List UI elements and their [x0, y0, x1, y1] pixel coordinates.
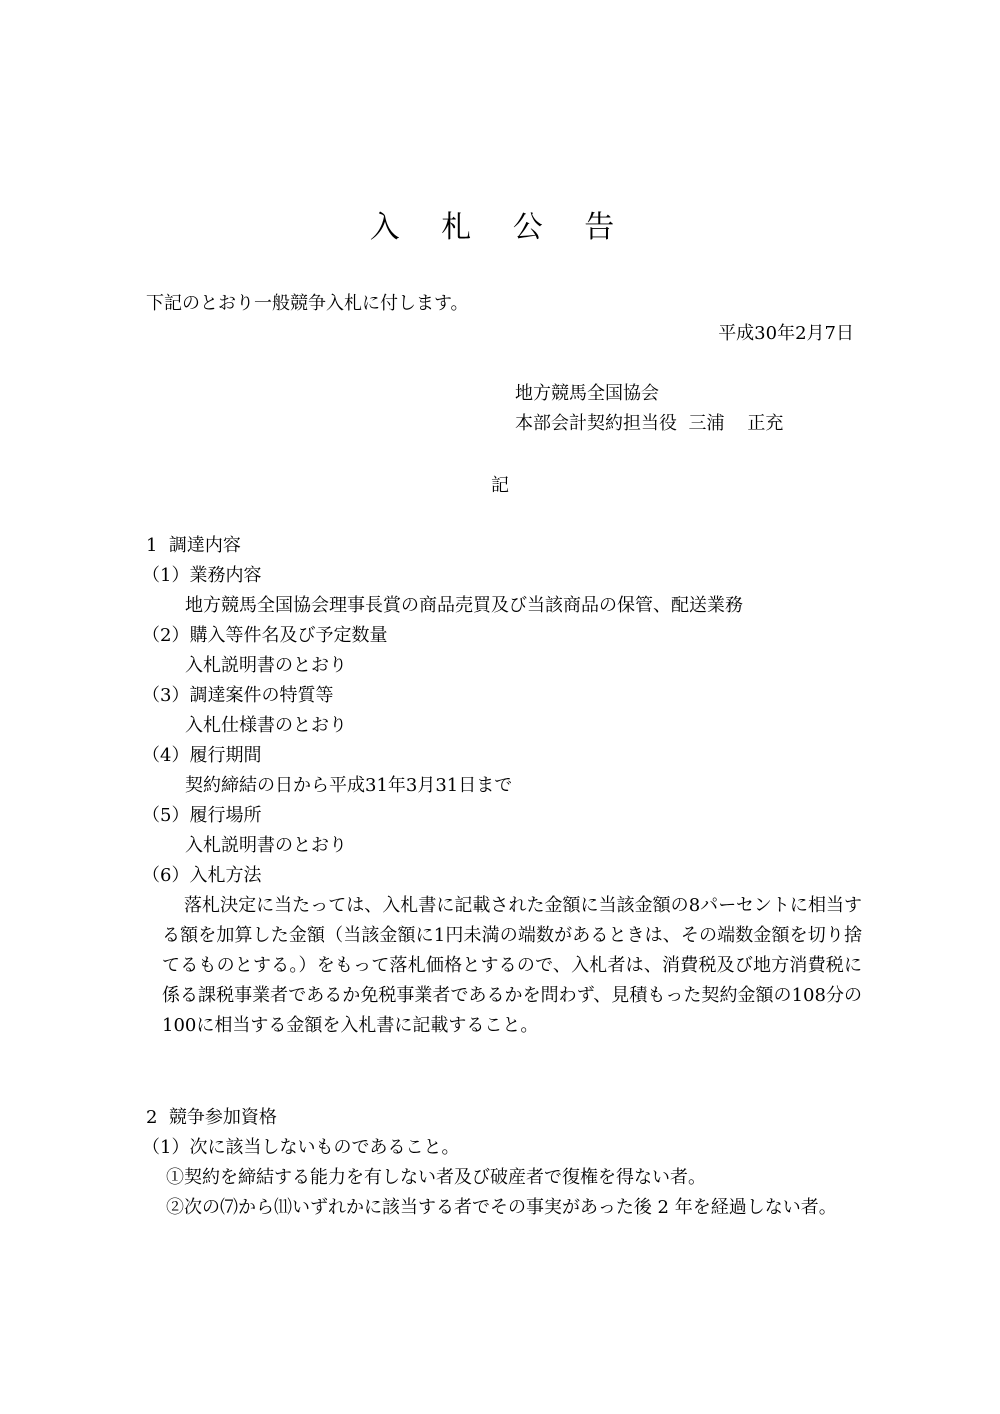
section-1-item-label: （3）調達案件の特質等: [142, 685, 334, 706]
issuer-officer: 本部会計契約担当役 三浦 正充: [515, 413, 784, 434]
section-1-item-text: 契約締結の日から平成31年3月31日まで: [185, 775, 513, 796]
bidding-method-paragraph: [162, 891, 862, 1041]
section-1-item-text: 地方競馬全国協会理事長賞の商品売買及び当該商品の保管、配送業務: [185, 595, 743, 616]
section-1-item-label: （6）入札方法: [142, 865, 262, 886]
section-1-heading: 1 調達内容: [146, 535, 241, 556]
notice-date: 平成30年2月7日: [718, 323, 854, 344]
issuer-organization: 地方競馬全国協会: [515, 383, 659, 404]
section-2-subitem: ①契約を締結する能力を有しない者及び破産者で復権を得ない者。: [166, 1167, 706, 1188]
section-2-heading: 2 競争参加資格: [146, 1107, 277, 1128]
section-1-item-text: 入札説明書のとおり: [185, 835, 347, 856]
section-2-subitem-text: ②次の⑺から⑾いずれかに該当する者でその事実があった後 2 年を経過しない者。: [166, 1197, 837, 1218]
section-2-subitem: [166, 1193, 860, 1223]
intro-text: 下記のとおり一般競争入札に付します。: [146, 293, 469, 314]
section-2-item-label: （1）次に該当しないものであること。: [142, 1137, 460, 1158]
page-title: 入 札 公 告: [369, 210, 631, 245]
bidding-method-text: 落札決定に当たっては、入札書に記載された金額に当該金額の8パーセントに相当する額を加算した金額（当該金額に1円未満の端数があるときは、その端数金額を切り捨てるものとする。）をもって落札価格とするので、入札者は、消費税及び地方消費税に係る課税事業者であるか免税事業者であるかを問わず、見積もった契約金額の108分の100に相当する金額を入札書に記載すること。: [162, 895, 862, 1036]
section-1-item-label: （5）履行場所: [142, 805, 262, 826]
section-1-item-label: （2）購入等件名及び予定数量: [142, 625, 388, 646]
section-1-item-text: 入札説明書のとおり: [185, 655, 347, 676]
section-1-item-text: 入札仕様書のとおり: [185, 715, 347, 736]
ki-marker: 記: [491, 475, 509, 496]
section-1-item-label: （1）業務内容: [142, 565, 262, 586]
section-1-item-label: （4）履行期間: [142, 745, 262, 766]
